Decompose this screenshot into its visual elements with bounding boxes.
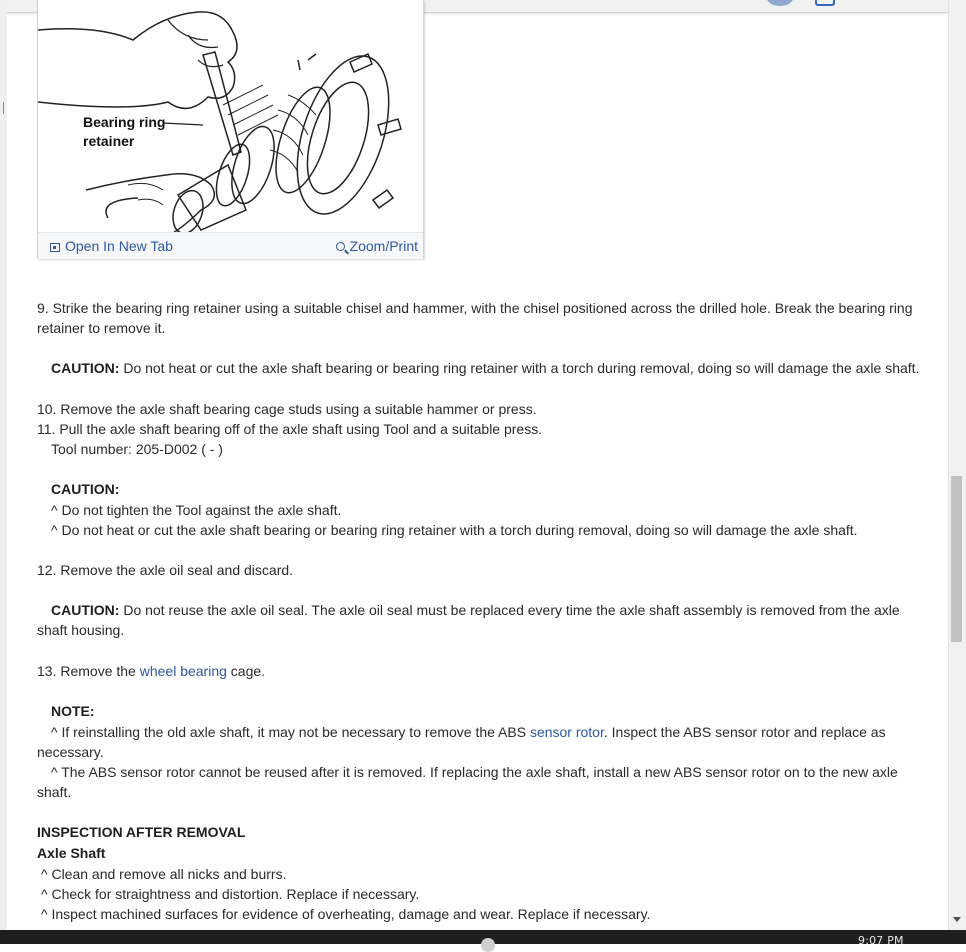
inspection-item: ^ Inspect machined surfaces for evidence of overheating, damage and wear. Replace if necessary. — [41, 906, 651, 922]
note-item-2: ^ The ABS sensor rotor cannot be reused after it is removed. If replacing the axle shaft, install a new ABS sensor rotor on to the new axle shaft. — [37, 764, 898, 800]
open-in-new-tab-link[interactable] — [50, 238, 173, 254]
figure-label-line1: Bearing ring — [83, 114, 166, 130]
step-9: 9. Strike the bearing ring retainer using a suitable chisel and hammer, with the chisel positioned across the drilled hole. Break the bearing ring retainer to remove it. — [37, 300, 913, 336]
left-gutter — [0, 0, 7, 930]
inspection-item: ^ Check for straightness and distortion. Replace if necessary. — [41, 886, 420, 902]
tool-number: Tool number: 205-D002 ( - ) — [51, 441, 223, 457]
caution-text: Do not heat or cut the axle shaft bearing or bearing ring retainer with a torch during removal, doing so will damage the axle shaft. — [119, 360, 920, 376]
step-12: 12. Remove the axle oil seal and discard. — [37, 562, 294, 578]
note-label: NOTE: — [51, 703, 95, 719]
gutter-tick — [3, 102, 4, 114]
caution-label: CAUTION: — [51, 360, 120, 376]
caution-3 — [37, 600, 932, 640]
note-item-1: ^ If reinstalling the old axle shaft, it may not be necessary to remove the ABS sensor rotor. Inspect the ABS sensor rotor and replace as necessary. — [37, 724, 886, 760]
zoom-icon — [336, 242, 345, 251]
zoom-print-label: Zoom/Print — [349, 238, 418, 254]
taskbar-clock: 9:07 PM — [858, 934, 904, 947]
caution-2-label: CAUTION: — [51, 481, 120, 497]
avatar[interactable] — [766, 0, 794, 6]
inspection-heading: INSPECTION AFTER REMOVAL — [37, 824, 246, 840]
caution-label: CAUTION: — [51, 602, 120, 618]
caution-text: Do not reuse the axle oil seal. The axle oil seal must be replaced every time the axle shaft assembly is removed from the axle shaft housing. — [37, 602, 900, 638]
inspection-item: ^ Clean and remove all nicks and burrs. — [41, 866, 287, 882]
zoom-print-link[interactable] — [336, 238, 418, 254]
caution-2-item: ^ Do not heat or cut the axle shaft bearing or bearing ring retainer with a torch during removal, doing so will damage the axle shaft. — [51, 522, 858, 538]
scrollbar-thumb[interactable] — [951, 476, 962, 642]
caution-1 — [51, 358, 919, 378]
wheel-bearing-link[interactable]: wheel bearing — [139, 663, 227, 679]
scroll-down-arrow-icon[interactable] — [953, 917, 961, 922]
open-tab-label: Open In New Tab — [65, 238, 173, 254]
sensor-rotor-link[interactable]: sensor rotor — [529, 724, 604, 740]
step-13: 13. Remove the wheel bearing cage. — [37, 663, 266, 679]
taskbar — [0, 930, 966, 947]
figure-label-line2: retainer — [83, 133, 135, 149]
taskbar-app-icon[interactable] — [481, 938, 495, 952]
vertical-scrollbar[interactable] — [948, 0, 966, 930]
figure-panel — [37, 0, 424, 259]
axle-shaft-subheading: Axle Shaft — [37, 845, 106, 861]
bearing-illustration — [38, 0, 423, 232]
step-10: 10. Remove the axle shaft bearing cage studs using a suitable hammer or press. — [37, 401, 537, 417]
new-tab-icon — [50, 243, 60, 252]
step-11: 11. Pull the axle shaft bearing off of the axle shaft using Tool and a suitable press. — [37, 421, 543, 437]
menu-icon[interactable] — [815, 0, 835, 6]
figure-caption-bar — [38, 232, 423, 259]
caution-2-item: ^ Do not tighten the Tool against the axle shaft. — [51, 502, 342, 518]
